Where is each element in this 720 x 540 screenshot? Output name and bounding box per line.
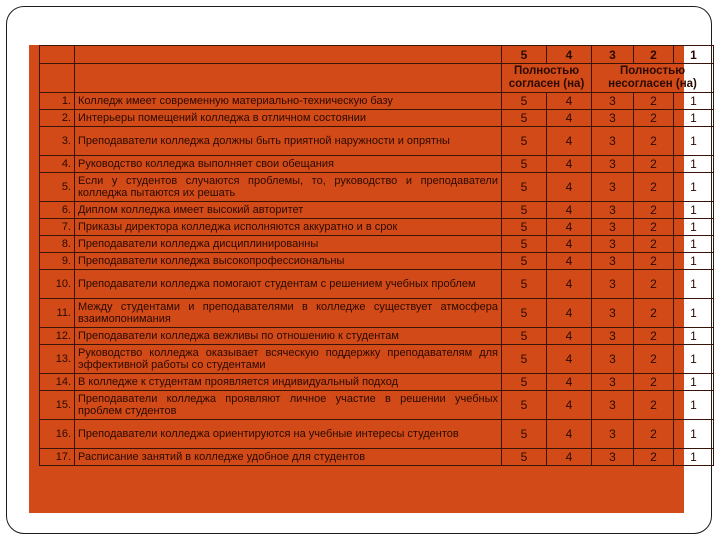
row-number: 4. [40,156,75,173]
score-cell: 3 [592,110,634,127]
score-cell: 3 [592,156,634,173]
row-number: 13. [40,345,75,374]
score-cell: 2 [634,173,674,202]
table-row [40,219,714,236]
header-score-1: 1 [674,46,714,64]
score-cell: 3 [592,202,634,219]
score-cell: 5 [502,202,547,219]
score-cell: 3 [592,173,634,202]
score-cell: 4 [547,374,592,391]
row-statement: Руководство колледжа оказывает всяческую поддержку преподавателям для эффективной работы со студентами [75,345,502,374]
score-cell: 4 [547,236,592,253]
row-number: 6. [40,202,75,219]
score-cell: 4 [547,328,592,345]
score-cell: 5 [502,345,547,374]
score-cell: 5 [502,253,547,270]
table-row [40,328,714,345]
table-row [40,93,714,110]
row-statement: Преподаватели колледжа вежливы по отношению к студентам [75,328,502,345]
row-number: 3. [40,127,75,156]
row-number: 11. [40,299,75,328]
header-score-3: 3 [592,46,634,64]
score-cell: 1 [674,253,714,270]
header-empty-num-2 [40,64,75,93]
table-row [40,391,714,420]
score-cell: 2 [634,449,674,466]
score-cell: 5 [502,449,547,466]
score-cell: 4 [547,156,592,173]
score-cell: 2 [634,374,674,391]
score-cell: 3 [592,219,634,236]
score-cell: 4 [547,449,592,466]
table-row [40,420,714,449]
score-cell: 2 [634,202,674,219]
row-number: 16. [40,420,75,449]
score-cell: 1 [674,110,714,127]
table-row [40,299,714,328]
score-cell: 1 [674,345,714,374]
score-cell: 3 [592,449,634,466]
score-cell: 5 [502,391,547,420]
row-statement: Расписание занятий в колледже удобное для студентов [75,449,502,466]
score-cell: 2 [634,345,674,374]
score-cell: 2 [634,93,674,110]
table-row [40,374,714,391]
table-row [40,253,714,270]
score-cell: 4 [547,202,592,219]
row-statement: Приказы директора колледжа исполняются аккуратно и в срок [75,219,502,236]
score-cell: 4 [547,391,592,420]
header-empty-text [75,46,502,64]
row-number: 7. [40,219,75,236]
score-cell: 4 [547,420,592,449]
score-cell: 2 [634,420,674,449]
score-cell: 2 [634,270,674,299]
score-cell: 1 [674,420,714,449]
row-statement: Преподаватели колледжа проявляют личное участие в решении учебных проблем студентов [75,391,502,420]
score-cell: 5 [502,219,547,236]
table-row [40,127,714,156]
score-cell: 5 [502,420,547,449]
score-cell: 4 [547,219,592,236]
score-cell: 5 [502,93,547,110]
header-agree-label: Полностью согласен (на) [502,64,592,93]
table-row [40,270,714,299]
score-cell: 2 [634,219,674,236]
score-cell: 5 [502,328,547,345]
score-cell: 2 [634,328,674,345]
header-score-5: 5 [502,46,547,64]
header-disagree-label: Полностью несогласен (на) [592,64,714,93]
score-cell: 4 [547,93,592,110]
score-cell: 5 [502,236,547,253]
score-cell: 3 [592,127,634,156]
score-cell: 5 [502,173,547,202]
row-statement: Преподаватели колледжа высокопрофессиональны [75,253,502,270]
score-cell: 1 [674,173,714,202]
score-cell: 1 [674,93,714,110]
score-cell: 1 [674,219,714,236]
score-cell: 5 [502,156,547,173]
score-cell: 4 [547,253,592,270]
score-cell: 5 [502,127,547,156]
score-cell: 1 [674,374,714,391]
table-row [40,202,714,219]
score-cell: 4 [547,127,592,156]
table-row [40,110,714,127]
score-cell: 3 [592,420,634,449]
row-statement: Руководство колледжа выполняет свои обещания [75,156,502,173]
score-cell: 3 [592,328,634,345]
row-statement: Колледж имеет современную материально-техническую базу [75,93,502,110]
header-score-row [40,46,714,64]
score-cell: 2 [634,253,674,270]
score-cell: 5 [502,374,547,391]
row-number: 1. [40,93,75,110]
row-statement: Преподаватели колледжа помогают студентам с решением учебных проблем [75,270,502,299]
header-empty-text-2 [75,64,502,93]
table-row [40,345,714,374]
row-number: 12. [40,328,75,345]
score-cell: 2 [634,156,674,173]
score-cell: 1 [674,449,714,466]
score-cell: 5 [502,270,547,299]
row-statement: Интерьеры помещений колледжа в отличном состоянии [75,110,502,127]
row-number: 14. [40,374,75,391]
row-statement: Диплом колледжа имеет высокий авторитет [75,202,502,219]
header-label-row [40,64,714,93]
score-cell: 2 [634,127,674,156]
table-row [40,449,714,466]
score-cell: 2 [634,110,674,127]
score-cell: 5 [502,110,547,127]
row-statement: Между студентами и преподавателями в колледже существует атмосфера взаимопонимания [75,299,502,328]
score-cell: 4 [547,173,592,202]
score-cell: 1 [674,270,714,299]
survey-table [39,45,714,466]
score-cell: 3 [592,374,634,391]
score-cell: 1 [674,127,714,156]
score-cell: 1 [674,391,714,420]
row-statement: Преподаватели колледжа дисциплинированны [75,236,502,253]
score-cell: 3 [592,270,634,299]
score-cell: 1 [674,236,714,253]
score-cell: 3 [592,345,634,374]
row-number: 17. [40,449,75,466]
score-cell: 2 [634,299,674,328]
score-cell: 4 [547,299,592,328]
score-cell: 4 [547,345,592,374]
score-cell: 2 [634,391,674,420]
row-number: 2. [40,110,75,127]
row-number: 9. [40,253,75,270]
score-cell: 1 [674,299,714,328]
table-row [40,173,714,202]
row-number: 5. [40,173,75,202]
score-cell: 3 [592,391,634,420]
score-cell: 1 [674,156,714,173]
table-row [40,156,714,173]
row-statement: В колледже к студентам проявляется индивидуальный подход [75,374,502,391]
score-cell: 3 [592,93,634,110]
row-statement: Если у студентов случаются проблемы, то, руководство и преподаватели колледжа пытаются их решать [75,173,502,202]
row-number: 8. [40,236,75,253]
header-score-2: 2 [634,46,674,64]
header-score-4: 4 [547,46,592,64]
row-statement: Преподаватели колледжа ориентируются на учебные интересы студентов [75,420,502,449]
score-cell: 3 [592,253,634,270]
row-number: 15. [40,391,75,420]
score-cell: 1 [674,328,714,345]
score-cell: 1 [674,202,714,219]
score-cell: 3 [592,299,634,328]
score-cell: 3 [592,236,634,253]
row-statement: Преподаватели колледжа должны быть приятной наружности и опрятны [75,127,502,156]
score-cell: 4 [547,110,592,127]
score-cell: 5 [502,299,547,328]
score-cell: 4 [547,270,592,299]
header-empty-num [40,46,75,64]
table-row [40,236,714,253]
row-number: 10. [40,270,75,299]
score-cell: 2 [634,236,674,253]
